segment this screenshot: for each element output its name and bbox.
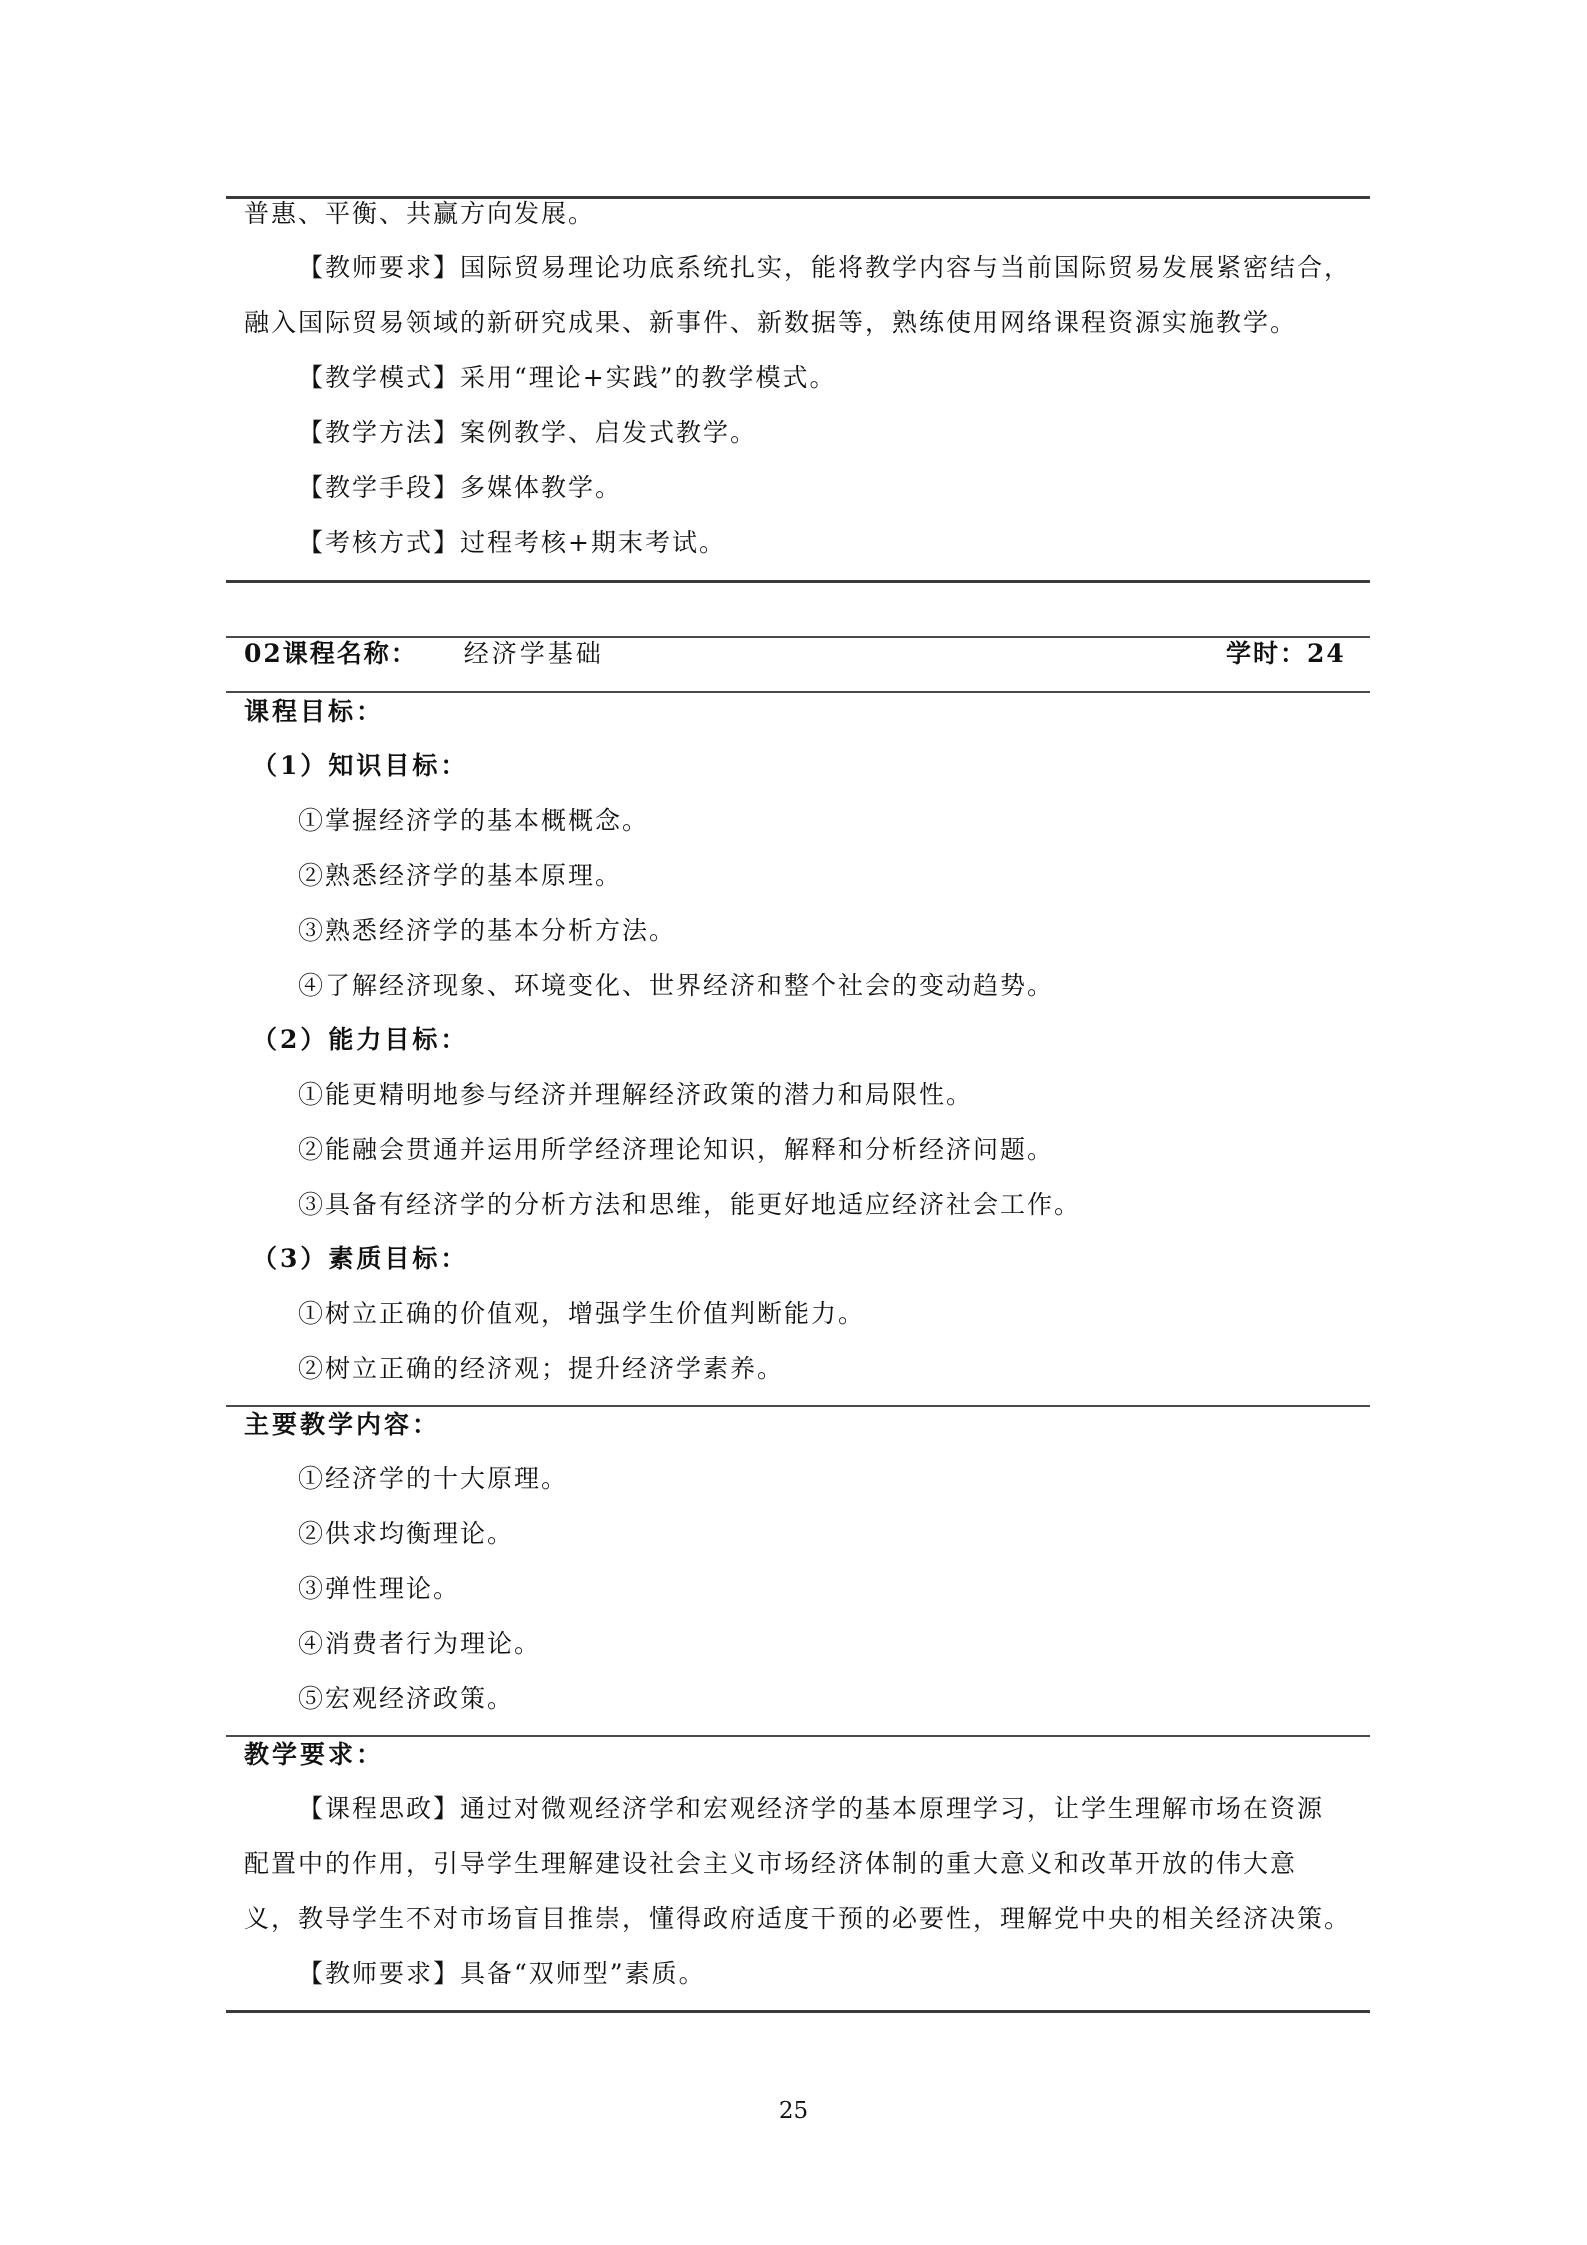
prev-teaching-mode: 【教学模式】采用“理论+实践”的教学模式。 [298,363,837,392]
ideology-line: 配置中的作用，引导学生理解建设社会主义市场经济体制的重大意义和改革开放的伟大意 [244,1849,1298,1878]
content-item: ④消费者行为理论。 [298,1629,542,1658]
ideology-line: 义，教导学生不对市场盲目推崇，懂得政府适度干预的必要性，理解党中央的相关经济决策。 [244,1904,1352,1933]
prev-course-bottom-border [226,580,1370,583]
knowledge-item: ②熟悉经济学的基本原理。 [298,861,623,890]
knowledge-item: ①掌握经济学的基本概概念。 [298,806,650,835]
prev-teaching-means: 【教学手段】多媒体教学。 [298,473,623,502]
knowledge-item: ③熟悉经济学的基本分析方法。 [298,916,677,945]
quality-item: ②树立正确的经济观；提升经济学素养。 [298,1354,785,1383]
course-name: 经济学基础 [463,639,604,668]
course-name-label: 02课程名称： [244,639,418,668]
objectives-title: 课程目标： [244,697,385,726]
content-item: ②供求均衡理论。 [298,1519,515,1548]
ability-item: ①能更精明地参与经济并理解经济政策的潜力和局限性。 [298,1080,974,1109]
content-item: ⑤宏观经济政策。 [298,1684,515,1713]
content-item: ①经济学的十大原理。 [298,1464,569,1493]
ability-item: ③具备有经济学的分析方法和思维，能更好地适应经济社会工作。 [298,1190,1082,1219]
prev-teacher-requirement-line2: 融入国际贸易领域的新研究成果、新事件、新数据等，熟练使用网络课程资源实施教学。 [244,308,1298,337]
prev-assessment: 【考核方式】过程考核+期末考试。 [298,528,726,557]
requirements-title: 教学要求： [244,1740,385,1769]
course-header-bottom-border [226,691,1370,693]
prev-teacher-requirement-line1: 【教师要求】国际贸易理论功底系统扎实，能将教学内容与当前国际贸易发展紧密结合， [298,253,1352,282]
knowledge-title: （1）知识目标： [252,751,469,780]
ideology-line: 【课程思政】通过对微观经济学和宏观经济学的基本原理学习，让学生理解市场在资源 [298,1794,1325,1823]
table-bottom-border [226,2010,1370,2013]
content-item: ③弹性理论。 [298,1574,461,1603]
quality-item: ①树立正确的价值观，增强学生价值判断能力。 [298,1299,866,1328]
course-header [244,636,604,672]
page-number: 25 [778,2098,809,2124]
quality-title: （3）素质目标： [252,1244,469,1273]
teacher-requirement: 【教师要求】具备“双师型”素质。 [298,1959,706,1988]
course-hours: 学时：24 [1226,639,1346,668]
prev-course-continuation: 普惠、平衡、共赢方向发展。 [244,199,596,228]
content-bottom-border [226,1735,1370,1737]
content-title: 主要教学内容： [244,1410,441,1439]
knowledge-item: ④了解经济现象、环境变化、世界经济和整个社会的变动趋势。 [298,971,1055,1000]
ability-item: ②能融会贯通并运用所学经济理论知识，解释和分析经济问题。 [298,1135,1055,1164]
prev-teaching-method: 【教学方法】案例教学、启发式教学。 [298,418,758,447]
ability-title: （2）能力目标： [252,1025,469,1054]
